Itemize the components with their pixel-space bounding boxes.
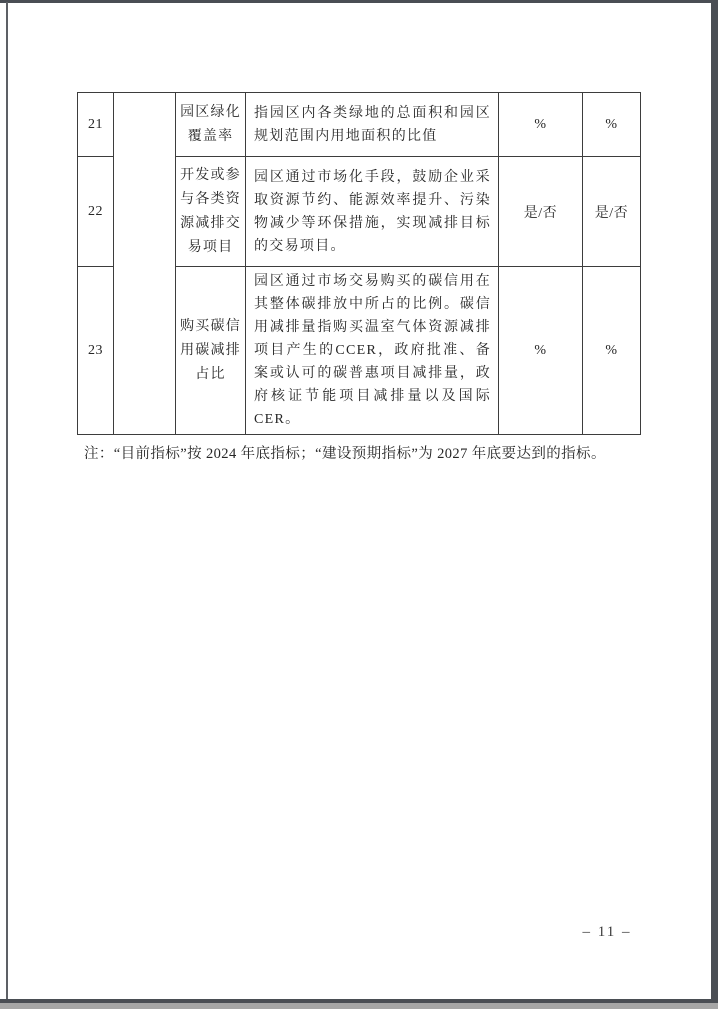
category-cell-merged <box>114 93 176 435</box>
current-indicator-unit: 是/否 <box>499 157 583 267</box>
page-edge-left <box>6 2 8 1002</box>
indicator-name: 园区绿化覆盖率 <box>176 93 246 157</box>
table-row <box>78 93 641 157</box>
expected-indicator-unit: 是/否 <box>583 157 641 267</box>
row-number: 22 <box>78 157 114 267</box>
footnote: 注：“目前指标”按 2024 年底指标；“建设预期指标”为 2027 年底要达到的指标。 <box>84 446 606 462</box>
indicator-table <box>77 92 641 435</box>
current-indicator-unit: % <box>499 93 583 157</box>
expected-indicator-unit: % <box>583 93 641 157</box>
indicator-description: 园区通过市场交易购买的碳信用在其整体碳排放中所占的比例。碳信用减排量指购买温室气体资源减排项目产生的CCER，政府批准、备案或认可的碳普惠项目减排量，政府核证节能项目减排量以及国际 CER。 <box>246 267 499 435</box>
page-number: – 11 – <box>582 924 632 940</box>
page-edge-top <box>0 0 718 3</box>
indicator-name: 开发或参与各类资源减排交易项目 <box>176 157 246 267</box>
indicator-name: 购买碳信用碳减排占比 <box>176 267 246 435</box>
page-edge-right <box>711 0 718 1003</box>
indicator-description: 园区通过市场化手段，鼓励企业采取资源节约、能源效率提升、污染物减少等环保措施，实现减排目标的交易项目。 <box>246 157 499 267</box>
row-number: 21 <box>78 93 114 157</box>
row-number: 23 <box>78 267 114 435</box>
current-indicator-unit: % <box>499 267 583 435</box>
expected-indicator-unit: % <box>583 267 641 435</box>
page-edge-shadow <box>0 1003 718 1009</box>
indicator-description: 指园区内各类绿地的总面积和园区规划范围内用地面积的比值 <box>246 93 499 157</box>
